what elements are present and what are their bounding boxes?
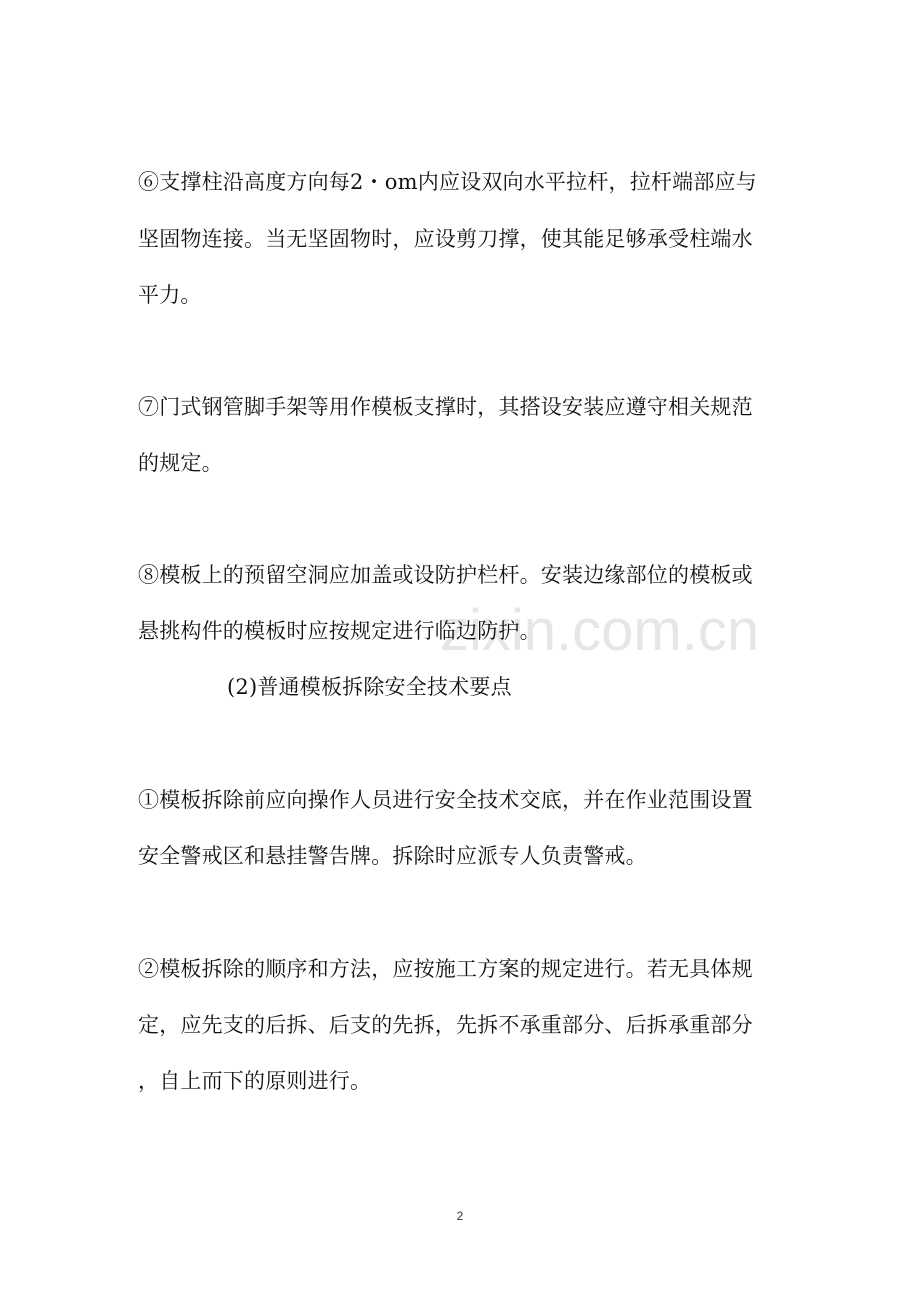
paragraph-1-line-2: 安全警戒区和悬挂警告牌。拆除时应派专人负责警戒。 <box>138 844 647 868</box>
paragraph-2-line-2: 定，应先支的后拆、后支的先拆，先拆不承重部分、后拆承重部分 <box>138 1013 753 1037</box>
paragraph-6-line-1: ⑥支撑柱沿高度方向每2・om内应设双向水平拉杆，拉杆端部应与 <box>138 170 757 194</box>
paragraph-7-line-1: ⑦门式钢管脚手架等用作模板支撑时，其搭设安装应遵守相关规范 <box>138 395 753 419</box>
page-number: 2 <box>456 1209 464 1223</box>
paragraph-2-line-1: ②模板拆除的顺序和方法，应按施工方案的规定进行。若无具体规 <box>138 957 753 981</box>
paragraph-8-line-1: ⑧模板上的预留空洞应加盖或设防护栏杆。安装边缘部位的模板或 <box>138 563 753 587</box>
watermark: zixin.com.cn <box>440 598 760 663</box>
paragraph-8-line-2: 悬挑构件的模板时应按规定进行临边防护。 <box>138 619 541 643</box>
section-heading: (2)普通模板拆除安全技术要点 <box>227 675 512 699</box>
paragraph-2-line-3: ，自上而下的原则进行。 <box>138 1069 372 1093</box>
paragraph-6-line-2: 坚固物连接。当无坚固物时，应设剪刀撑，使其能足够承受柱端水 <box>138 227 753 251</box>
paragraph-1-line-1: ①模板拆除前应向操作人员进行安全技术交底，并在作业范围设置 <box>138 788 753 812</box>
paragraph-6-line-3: 平力。 <box>138 283 202 307</box>
paragraph-7-line-2: 的规定。 <box>138 451 223 475</box>
